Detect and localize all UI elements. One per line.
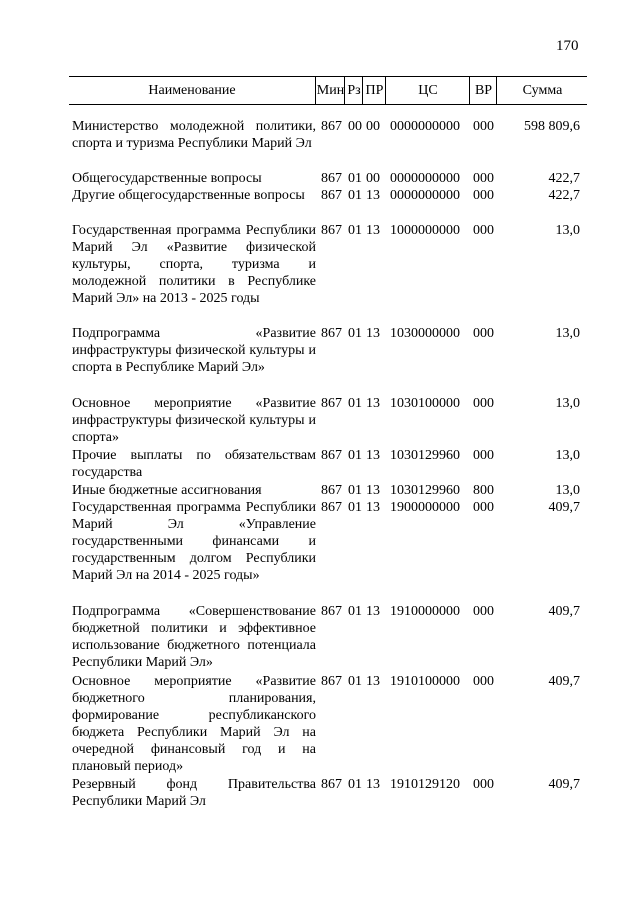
row-vr: 000 (473, 448, 494, 463)
row-rz: 01 (348, 674, 362, 689)
row-cs: 1910000000 (390, 604, 460, 619)
header-name: Наименование (148, 83, 236, 98)
header-pr: ПР (362, 77, 386, 104)
header-min: Мин (315, 77, 345, 104)
row-rz: 01 (348, 500, 362, 515)
row-vr: 000 (473, 500, 494, 515)
row-sum: 598 809,6 (524, 119, 580, 134)
header-vr: ВР (469, 77, 497, 104)
row-rz: 01 (348, 448, 362, 463)
row-cs: 1030129960 (390, 448, 460, 463)
row-name: Министерство молодежной политики, спорта и туризма Республики Марий Эл (72, 119, 316, 151)
row-min: 867 (321, 483, 342, 498)
row-name: Резервный фонд Правительства Республики Марий Эл (72, 777, 316, 809)
row-min: 867 (321, 448, 342, 463)
row-sum: 13,0 (555, 483, 580, 498)
row-vr: 000 (473, 674, 494, 689)
row-rz: 01 (348, 604, 362, 619)
row-min: 867 (321, 396, 342, 411)
row-pr: 13 (366, 326, 380, 341)
row-cs: 1900000000 (390, 500, 460, 515)
row-pr: 13 (366, 483, 380, 498)
row-pr: 13 (366, 396, 380, 411)
row-sum: 409,7 (548, 674, 580, 689)
row-cs: 1000000000 (390, 223, 460, 238)
row-min: 867 (321, 500, 342, 515)
row-pr: 00 (366, 171, 380, 186)
row-name: Основное мероприятие «Развитие инфраструктуры физической культуры и спорта» (72, 396, 316, 445)
row-vr: 000 (473, 326, 494, 341)
row-sum: 409,7 (548, 777, 580, 792)
row-cs: 1910129120 (390, 777, 460, 792)
row-name: Основное мероприятие «Развитие бюджетного планирования, формирование республиканского бюджета Республики Марий Эл на очередной финансовый год и на плановый период» (72, 674, 316, 774)
row-vr: 000 (473, 396, 494, 411)
row-min: 867 (321, 171, 342, 186)
row-sum: 409,7 (548, 500, 580, 515)
row-pr: 13 (366, 500, 380, 515)
row-sum: 13,0 (555, 448, 580, 463)
row-sum: 422,7 (548, 171, 580, 186)
row-vr: 000 (473, 171, 494, 186)
row-sum: 13,0 (555, 223, 580, 238)
row-name: Общегосударственные вопросы (72, 171, 262, 186)
row-pr: 00 (366, 119, 380, 134)
row-min: 867 (321, 223, 342, 238)
row-rz: 01 (348, 171, 362, 186)
row-name: Прочие выплаты по обязательствам государства (72, 448, 316, 480)
row-name: Государственная программа Республики Марий Эл «Управление государственными финансами и государственным долгом Республики Марий Эл на 2014 - 2025 годы» (72, 500, 316, 583)
row-sum: 409,7 (548, 604, 580, 619)
row-rz: 01 (348, 188, 362, 203)
row-pr: 13 (366, 448, 380, 463)
row-min: 867 (321, 326, 342, 341)
row-cs: 1030000000 (390, 326, 460, 341)
row-rz: 01 (348, 777, 362, 792)
row-sum: 13,0 (555, 396, 580, 411)
row-pr: 13 (366, 223, 380, 238)
row-vr: 000 (473, 777, 494, 792)
row-pr: 13 (366, 604, 380, 619)
row-rz: 01 (348, 483, 362, 498)
row-pr: 13 (366, 777, 380, 792)
row-sum: 13,0 (555, 326, 580, 341)
row-cs: 1030129960 (390, 483, 460, 498)
table-header (69, 76, 587, 105)
row-min: 867 (321, 604, 342, 619)
row-vr: 000 (473, 223, 494, 238)
row-vr: 000 (473, 604, 494, 619)
row-pr: 13 (366, 674, 380, 689)
header-rz: Рз (344, 77, 363, 104)
row-rz: 00 (348, 119, 362, 134)
row-cs: 0000000000 (390, 119, 460, 134)
row-rz: 01 (348, 396, 362, 411)
row-name: Другие общегосударственные вопросы (72, 188, 305, 203)
row-pr: 13 (366, 188, 380, 203)
row-cs: 1910100000 (390, 674, 460, 689)
row-min: 867 (321, 119, 342, 134)
row-cs: 0000000000 (390, 171, 460, 186)
header-sum: Сумма (496, 77, 588, 104)
row-vr: 800 (473, 483, 494, 498)
row-name: Иные бюджетные ассигнования (72, 483, 262, 498)
row-min: 867 (321, 674, 342, 689)
row-cs: 1030100000 (390, 396, 460, 411)
row-rz: 01 (348, 223, 362, 238)
row-min: 867 (321, 777, 342, 792)
row-vr: 000 (473, 119, 494, 134)
row-vr: 000 (473, 188, 494, 203)
header-cs: ЦС (385, 77, 470, 104)
row-name: Государственная программа Республики Марий Эл «Развитие физической культуры, спорта, туризма и молодежной политики в Республике Марий Эл» на 2013 - 2025 годы (72, 223, 316, 306)
row-cs: 0000000000 (390, 188, 460, 203)
row-name: Подпрограмма «Развитие инфраструктуры физической культуры и спорта в Республике Марий Эл» (72, 326, 316, 375)
row-name: Подпрограмма «Совершенствование бюджетной политики и эффективное использование бюджетного потенциала Республики Марий Эл» (72, 604, 316, 670)
row-sum: 422,7 (548, 188, 580, 203)
row-min: 867 (321, 188, 342, 203)
row-rz: 01 (348, 326, 362, 341)
page-number: 170 (556, 38, 579, 54)
